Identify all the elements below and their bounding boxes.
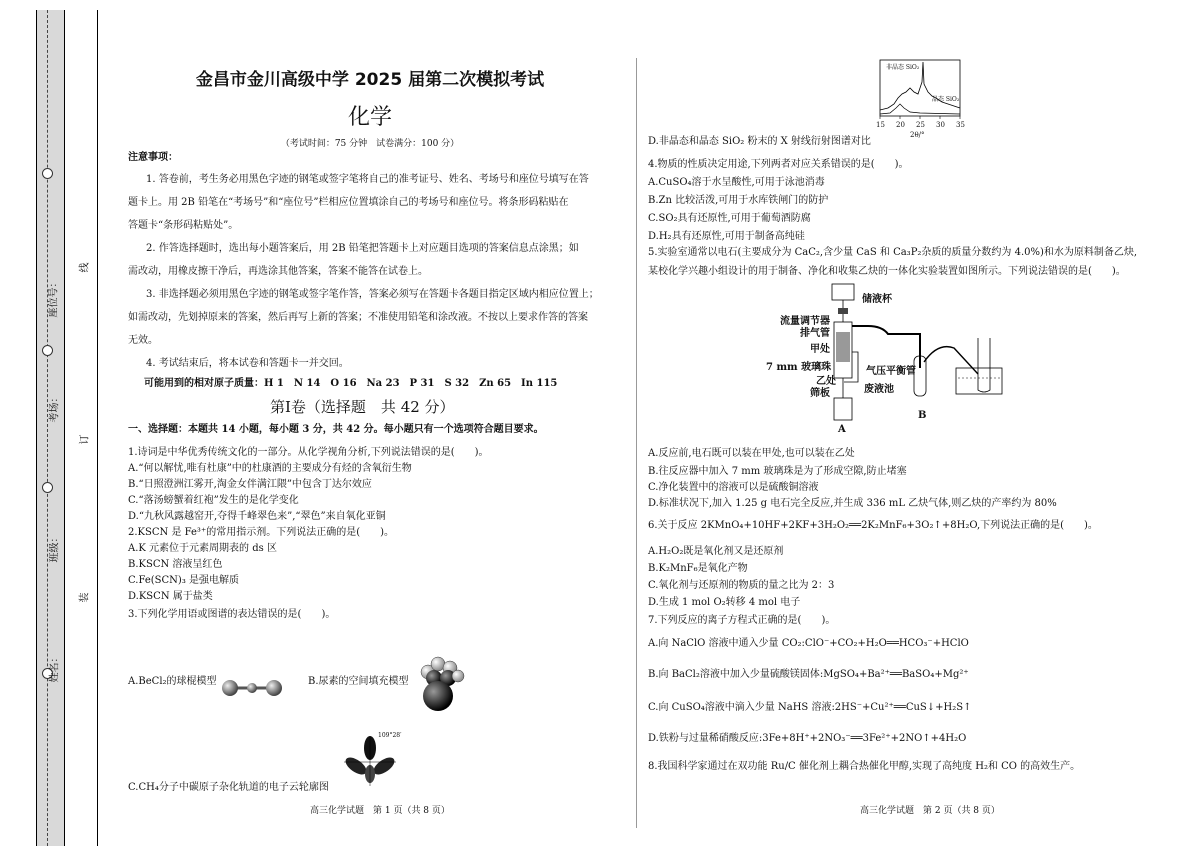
atomic-mass: 可能用到的相对原子质量：H 1 N 14 O 16 Na 23 P 31 S 32 Zn 65 In 115	[144, 378, 558, 389]
subject-title: 化学	[347, 105, 392, 130]
q6-option: C.氧化剂与还原剂的物质的量之比为 2：3	[648, 580, 835, 591]
label-waste-pool: 废液池	[864, 384, 894, 395]
q2-option: D.KSCN 属于盐类	[128, 591, 213, 602]
q4-stem: 4.物质的性质决定用途,下列两者对应关系错误的是( )。	[648, 159, 909, 170]
q4-option: A.CuSO₄溶于水呈酸性,可用于泳池消毒	[648, 177, 825, 188]
page1-footer: 高三化学试题 第 1 页（共 8 页）	[310, 806, 450, 816]
seal-circle	[42, 482, 53, 493]
q3-stem: 3.下列化学用语或图谱的表达错误的是( )。	[128, 609, 336, 620]
q5-stem: 5.实验室通常以电石(主要成分为 CaC₂,含少量 CaS 和 Ca₃P₂杂质的质量分数约为 4.0%)和水为原料制备乙炔,	[648, 247, 1138, 258]
binding-margin	[36, 10, 98, 846]
ch4-orbital-diagram	[340, 732, 400, 788]
notice-line: 2. 作答选择题时，选出每小题答案后，用 2B 铅笔把答题卡上对应题目选项的答案信息点涂黑；如	[146, 243, 579, 254]
notice-heading: 注意事项：	[128, 152, 178, 163]
part1-title: 第Ⅰ卷（选择题 共 42 分）	[270, 398, 455, 416]
seal-line	[47, 10, 48, 846]
exam-info: （考试时间：75 分钟 试卷满分：100 分）	[280, 139, 460, 149]
angle-label: 109°28′	[378, 732, 402, 739]
name-label: 姓名：	[49, 652, 61, 683]
q2-stem: 2.KSCN 是 Fe³⁺的常用指示剂。下列说法正确的是( )。	[128, 527, 395, 538]
label-pressure-balance: 气压平衡管	[866, 366, 916, 377]
notice-line: 4. 考试结束后，将本试卷和答题卡一并交回。	[146, 358, 349, 369]
q7-option: A.向 NaClO 溶液中通入少量 CO₂:ClO⁻+CO₂+H₂O══HCO₃⁻+HClO	[648, 638, 969, 649]
margin-gray-band	[37, 10, 65, 846]
q2-option: C.Fe(SCN)₃ 是强电解质	[128, 575, 240, 586]
urea-space-filling-model	[410, 650, 466, 716]
label-B: B	[918, 410, 927, 421]
label-jia: 甲处	[810, 344, 830, 355]
q5-option: A.反应前,电石既可以装在甲处,也可以装在乙处	[648, 448, 855, 459]
q6-option: A.H₂O₂既是氧化剂又是还原剂	[648, 546, 784, 557]
q1-option: C.“落汤螃蟹着红袍”发生的是化学变化	[128, 495, 299, 506]
q5-option: B.往反应器中加入 7 mm 玻璃珠是为了形成空隙,防止堵塞	[648, 466, 907, 477]
notice-line: 1. 答卷前，考生务必用黑色字迹的钢笔或签字笔将自己的准考证号、姓名、考场号和座位号填写在答	[146, 174, 589, 185]
q7-option: D.铁粉与过量稀硝酸反应:3Fe+8H⁺+2NO₃⁻══3Fe²⁺+2NO↑+4H₂O	[648, 733, 967, 744]
class-label: 班级：	[49, 532, 61, 563]
exam-title: 金昌市金川高级中学 2025 届第二次模拟考试	[195, 70, 545, 90]
xrd-tick: 20	[896, 121, 905, 129]
q3-option-d: D.非晶态和晶态 SiO₂ 粉末的 X 射线衍射图谱对比	[648, 136, 871, 147]
q7-option: B.向 BaCl₂溶液中加入少量硫酸镁固体:MgSO₄+Ba²⁺══BaSO₄+Mg²⁺	[648, 669, 969, 680]
q5-option: D.标准状况下,加入 1.25 g 电石完全反应,并生成 336 mL 乙炔气体,则乙炔的产率约为 80%	[648, 498, 1057, 509]
zhuang-char: 装	[79, 592, 91, 603]
q8-stem: 8.我国科学家通过在双功能 Ru/C 催化剂上耦合热催化甲醇,实现了高纯度 H₂和 CO 的高效生产。	[648, 761, 1081, 772]
q6-option: B.K₂MnF₆是氧化产物	[648, 563, 748, 574]
q1-stem: 1.诗词是中华优秀传统文化的一部分。从化学视角分析,下列说法错误的是( )。	[128, 447, 489, 458]
seal-circle	[42, 168, 53, 179]
q2-option: A.K 元素位于元素周期表的 ds 区	[128, 543, 277, 554]
xrd-label-crystal: 晶态 SiO₂	[932, 96, 960, 103]
q1-option: A.“何以解忧,唯有杜康”中的杜康酒的主要成分有烃的含氧衍生物	[128, 463, 412, 474]
page2-footer: 高三化学试题 第 2 页（共 8 页）	[860, 806, 1000, 816]
q2-option: B.KSCN 溶液呈红色	[128, 559, 223, 570]
q3-option-a: A.BeCl₂的球棍模型	[128, 676, 217, 687]
q7-stem: 7.下列反应的离子方程式正确的是( )。	[648, 615, 836, 626]
q7-option: C.向 CuSO₄溶液中滴入少量 NaHS 溶液:2HS⁻+Cu²⁺══CuS↓+H₂S↑	[648, 702, 972, 713]
q6-stem: 6.关于反应 2KMnO₄+10HF+2KF+3H₂O₂══2K₂MnF₆+3O₂↑+8H₂O,下列说法正确的是( )。	[648, 520, 1098, 531]
q5-stem: 某校化学兴趣小组设计的用于制备、净化和收集乙炔的一体化实验装置如图所示。下列说法错误的是( )。	[648, 266, 1126, 277]
notice-line: 无效。	[128, 335, 158, 346]
notice-line: 3. 非选择题必须用黑色字迹的钢笔或签字笔作答，答案必须写在答题卡各题目指定区域内相应位置上；	[146, 289, 599, 300]
seat-label: 座位号：	[48, 277, 60, 318]
xrd-tick: 35	[956, 121, 965, 129]
column-divider	[636, 58, 637, 828]
notice-line: 需改动，用橡皮擦干净后，再选涂其他答案，答案不能答在试卷上。	[128, 266, 428, 277]
q3-option-b: B.尿素的空间填充模型	[308, 676, 409, 687]
q4-option: C.SO₂具有还原性,可用于葡萄酒防腐	[648, 213, 811, 224]
label-glass-beads: 7 mm 玻璃珠	[766, 362, 832, 373]
seal-circle	[42, 345, 53, 356]
label-yi: 乙处	[816, 376, 836, 387]
q6-option: D.生成 1 mol O₂转移 4 mol 电子	[648, 597, 801, 608]
xrd-tick: 15	[876, 121, 885, 129]
q1-option: B.“日照澄洲江雾开,淘金女伴满江隈”中包含丁达尔效应	[128, 479, 372, 490]
q4-option: D.H₂具有还原性,可用于制备高纯硅	[648, 231, 805, 242]
q3-option-c: C.CH₄分子中碳原子杂化轨道的电子云轮廓图	[128, 782, 329, 793]
q4-option: B.Zn 比较活泼,可用于水库铁闸门的防护	[648, 195, 829, 206]
label-vent-tube: 排气管	[800, 328, 830, 339]
ding-char: 订	[79, 434, 91, 445]
label-A: A	[838, 424, 846, 435]
notice-line: 如需改动，先划掉原来的答案，然后再写上新的答案；不准使用铅笔和涂改液。不按以上要求作答的答案	[128, 312, 588, 323]
xrd-label-amorphous: 非晶态 SiO₂	[886, 64, 920, 71]
q5-option: C.净化装置中的溶液可以是硫酸铜溶液	[648, 482, 819, 493]
xrd-xlabel: 2θ/°	[910, 131, 925, 139]
notice-line: 题卡上。用 2B 铅笔在“考场号”和“座位号”栏相应位置填涂自己的考场号和座位号。将条形码粘贴在	[128, 197, 569, 208]
xian-char: 线	[79, 262, 91, 273]
label-flow-regulator: 流量调节器	[780, 316, 830, 327]
becl2-ball-stick-model	[216, 676, 286, 700]
notice-line: 答题卡“条形码粘贴处”。	[128, 220, 239, 231]
q1-option: D.“九秋风露越窑开,夺得千峰翠色来”,“翠色”来自氧化亚铜	[128, 511, 386, 522]
label-storage-cup: 储液杯	[862, 294, 892, 305]
label-sieve: 筛板	[810, 388, 830, 399]
xrd-tick: 25	[916, 121, 925, 129]
room-label: 考场：	[49, 392, 61, 423]
xrd-tick: 30	[936, 121, 945, 129]
section1-heading: 一、选择题：本题共 14 小题，每小题 3 分，共 42 分。每小题只有一个选项符合题目要求。	[128, 424, 544, 435]
